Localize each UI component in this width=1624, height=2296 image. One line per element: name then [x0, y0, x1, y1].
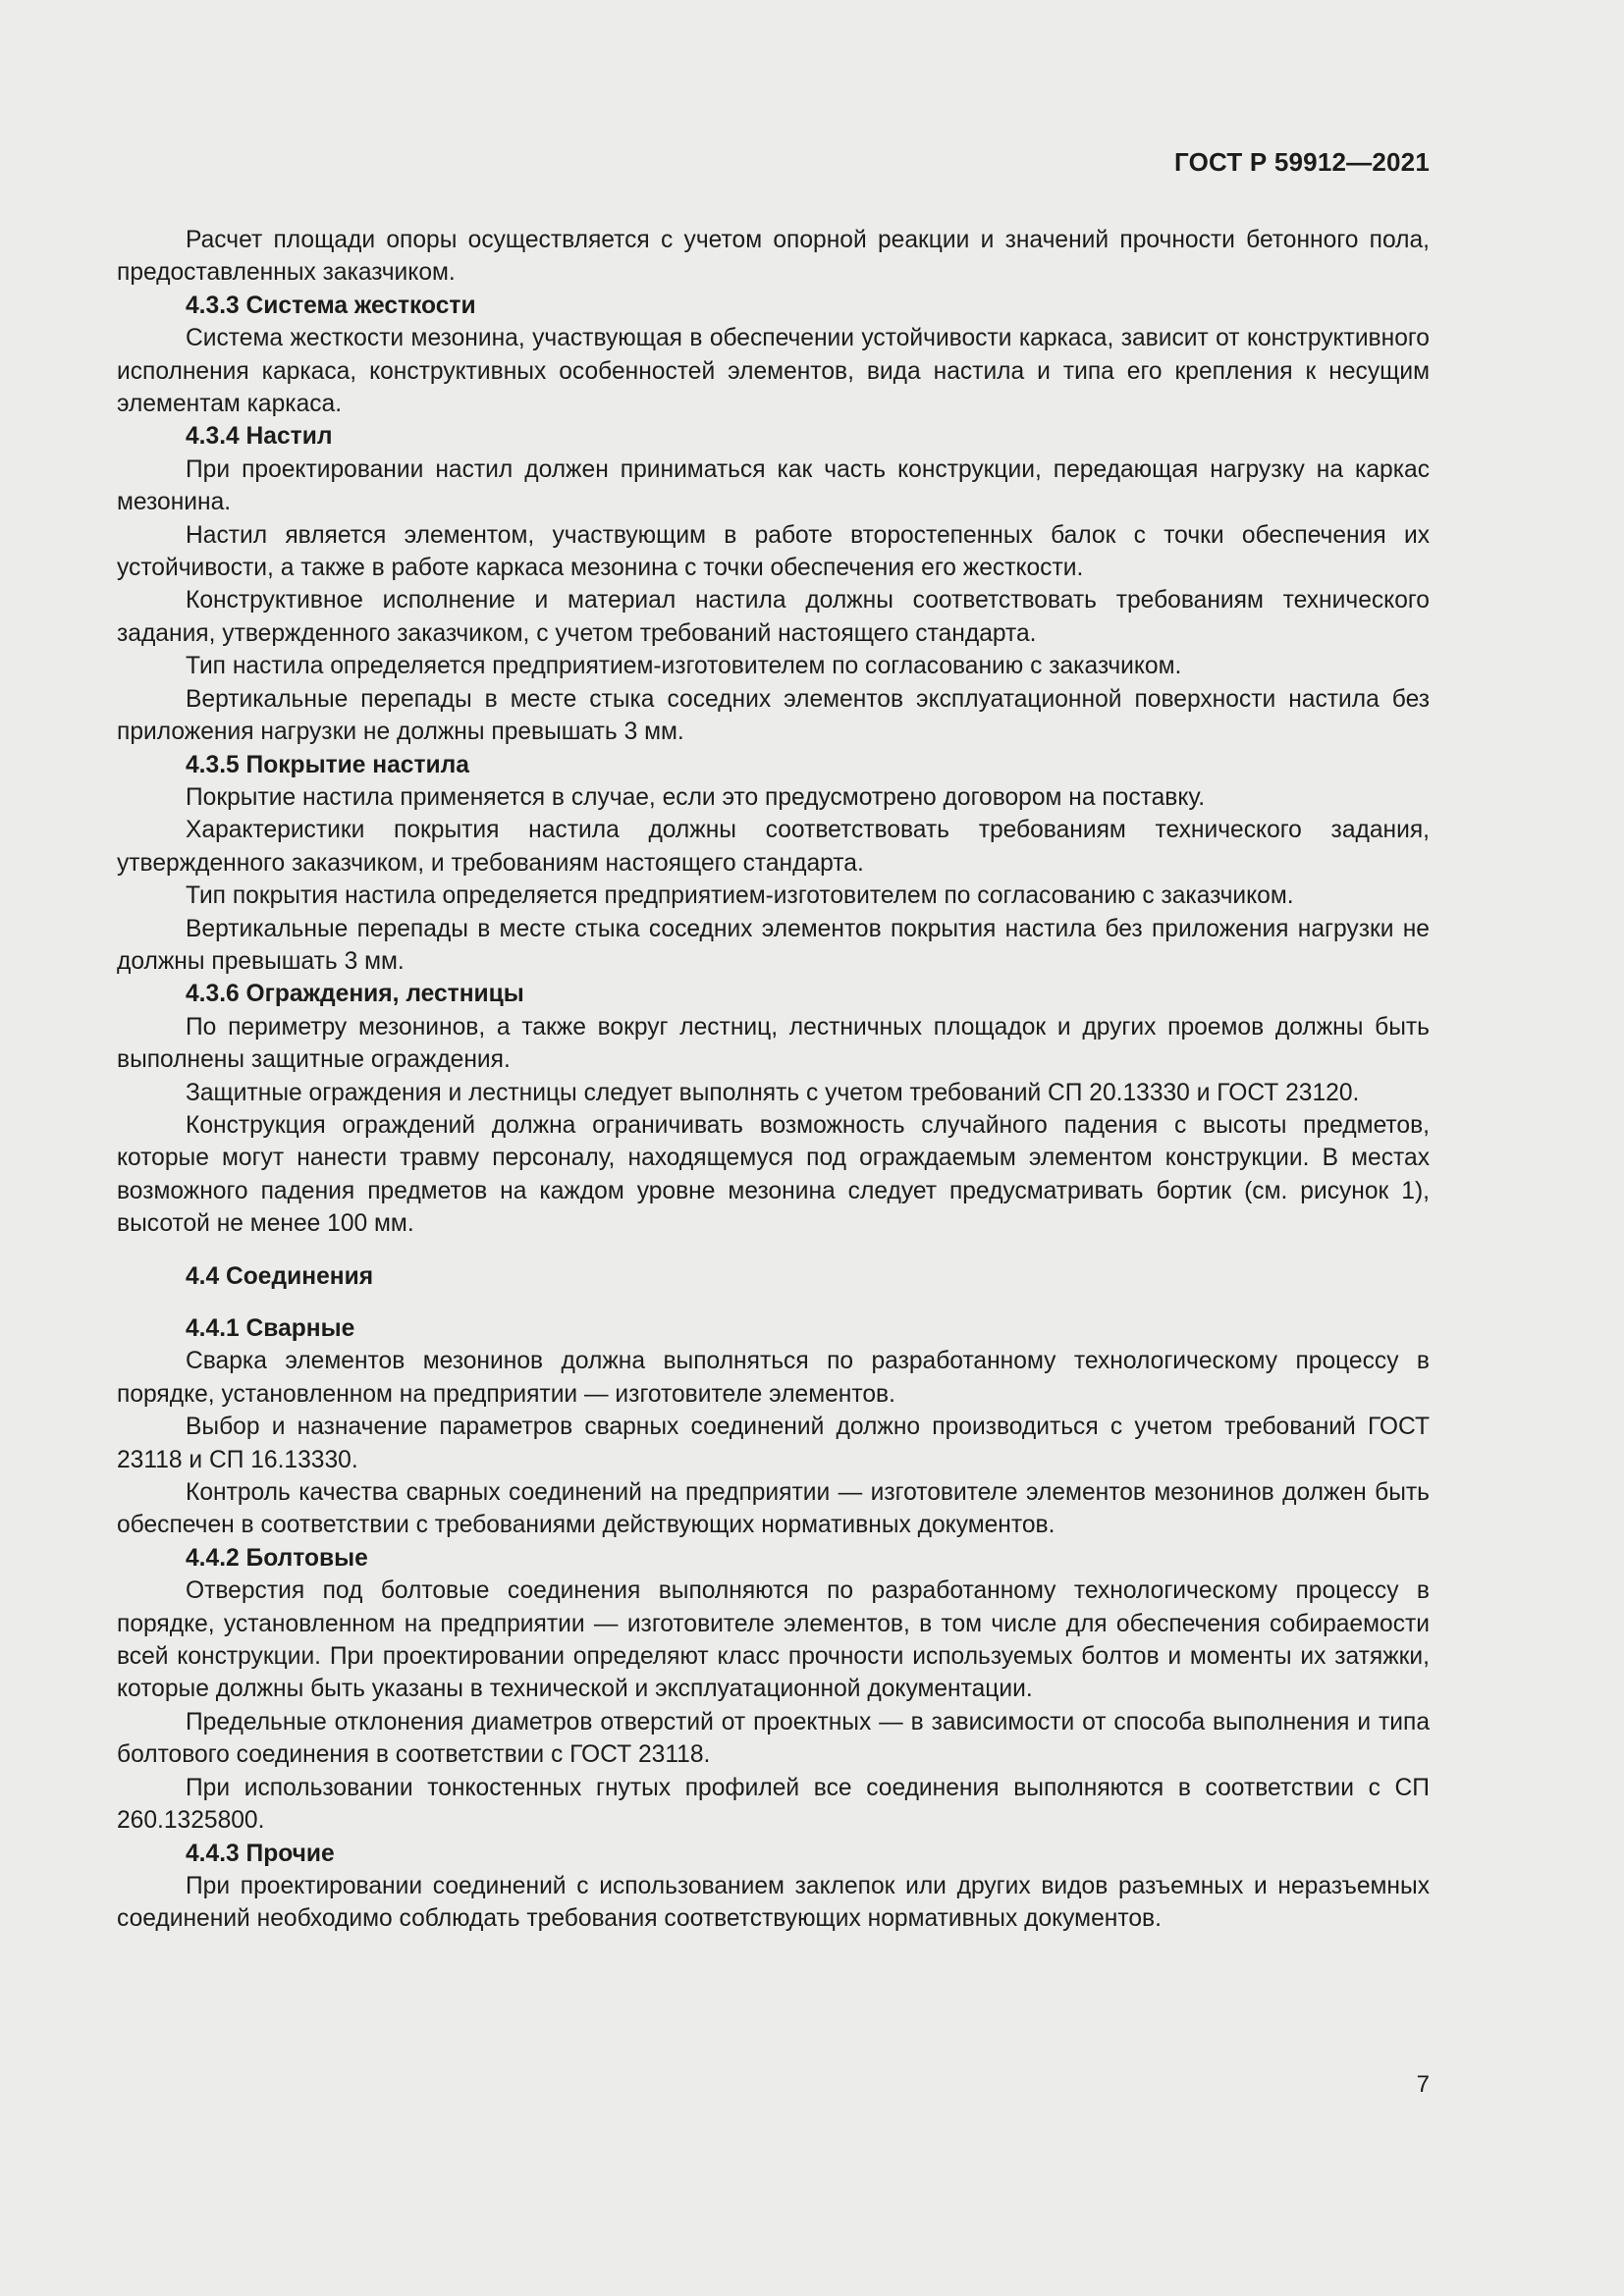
paragraph: Защитные ограждения и лестницы следует выполнять с учетом требований СП 20.13330 и ГОСТ 23120. [186, 1079, 1360, 1106]
paragraph: Характеристики покрытия настила должны соответствовать требованиям технического задания, утвержденного заказчиком, и требованиям настоящего стандарта. [117, 817, 1430, 877]
section-heading-4-4-2: 4.4.2 Болтовые [186, 1544, 368, 1572]
paragraph: Предельные отклонения диаметров отверстий от проектных — в зависимости от способа выполнения и типа болтового соединения в соответствии с ГОСТ 23118. [117, 1708, 1430, 1769]
paragraph: При проектировании настил должен приниматься как часть конструкции, передающая нагрузку на каркас мезонина. [117, 455, 1430, 516]
paragraph: При проектировании соединений с использованием заклепок или других видов разъемных и неразъемных соединений необходимо соблюдать требования соответствующих нормативных документов. [117, 1872, 1430, 1933]
section-heading-4-3-6: 4.3.6 Ограждения, лестницы [186, 981, 524, 1008]
paragraph: Покрытие настила применяется в случае, если это предусмотрено договором на поставку. [186, 783, 1206, 811]
paragraph: Тип настила определяется предприятием-изготовителем по согласованию с заказчиком. [186, 653, 1182, 680]
paragraph: При использовании тонкостенных гнутых профилей все соединения выполняются в соответствии с СП 260.1325800. [117, 1774, 1430, 1835]
paragraph: Контроль качества сварных соединений на предприятии — изготовителе элементов мезонинов должен быть обеспечен в соответствии с требованиями действующих нормативных документов. [117, 1479, 1430, 1539]
paragraph: Тип покрытия настила определяется предприятием-изготовителем по согласованию с заказчиком. [186, 882, 1294, 910]
paragraph: По периметру мезонинов, а также вокруг лестниц, лестничных площадок и других проемов должны быть выполнены защитные ограждения. [117, 1013, 1430, 1074]
section-heading-4-3-3: 4.3.3 Система жесткости [186, 292, 476, 319]
paragraph: Система жесткости мезонина, участвующая в обеспечении устойчивости каркаса, зависит от конструктивного исполнения каркаса, конструктивных особенностей элементов, вида настила и типа его крепления к несущим элементам каркаса. [117, 325, 1430, 418]
paragraph: Настил является элементом, участвующим в работе второстепенных балок с точки обеспечения их устойчивости, а также в работе каркаса мезонина с точки обеспечения его жесткости. [117, 521, 1430, 582]
document-body [117, 224, 1430, 1936]
page-number: 7 [1416, 2071, 1430, 2098]
paragraph: Расчет площади опоры осуществляется с учетом опорной реакции и значений прочности бетонного пола, предоставленных заказчиком. [117, 227, 1430, 287]
section-heading-4-3-5: 4.3.5 Покрытие настила [186, 751, 469, 778]
paragraph: Конструкция ограждений должна ограничивать возможность случайного падения с высоты предметов, которые могут нанести травму персоналу, находящемуся под ограждаемым элементом конструкции. В местах возможного падения предметов на каждом уровне мезонина следует предусматривать бортик (см. рисунок 1), высотой не менее 100 мм. [117, 1111, 1430, 1238]
document-code: ГОСТ Р 59912—2021 [1174, 147, 1430, 177]
paragraph: Вертикальные перепады в месте стыка соседних элементов покрытия настила без приложения нагрузки не должны превышать 3 мм. [117, 915, 1430, 975]
section-heading-4-4-3: 4.4.3 Прочие [186, 1840, 335, 1867]
paragraph: Сварка элементов мезонинов должна выполняться по разработанному технологическому процессу в порядке, установленном на предприятии — изготовителе элементов. [117, 1348, 1430, 1408]
paragraph: Вертикальные перепады в месте стыка соседних элементов эксплуатационной поверхности настила без приложения нагрузки не должны превышать 3 мм. [117, 685, 1430, 746]
paragraph: Выбор и назначение параметров сварных соединений должно производиться с учетом требований ГОСТ 23118 и СП 16.13330. [117, 1414, 1430, 1473]
paragraph: Конструктивное исполнение и материал настила должны соответствовать требованиям технического задания, утвержденного заказчиком, с учетом требований настоящего стандарта. [117, 587, 1430, 647]
section-heading-4-4-1: 4.4.1 Сварные [186, 1315, 355, 1342]
section-heading-4-4: 4.4 Соединения [186, 1262, 374, 1290]
paragraph: Отверстия под болтовые соединения выполняются по разработанному технологическому процессу в порядке, установленном на предприятии — изготовителе элементов, в том числе для обеспечения собираемости всей конструкции. При проектировании определяют класс прочности используемых болтов и моменты их затяжки, которые должны быть указаны в технической и эксплуатационной документации. [117, 1577, 1430, 1703]
section-heading-4-3-4: 4.3.4 Настил [186, 423, 333, 451]
